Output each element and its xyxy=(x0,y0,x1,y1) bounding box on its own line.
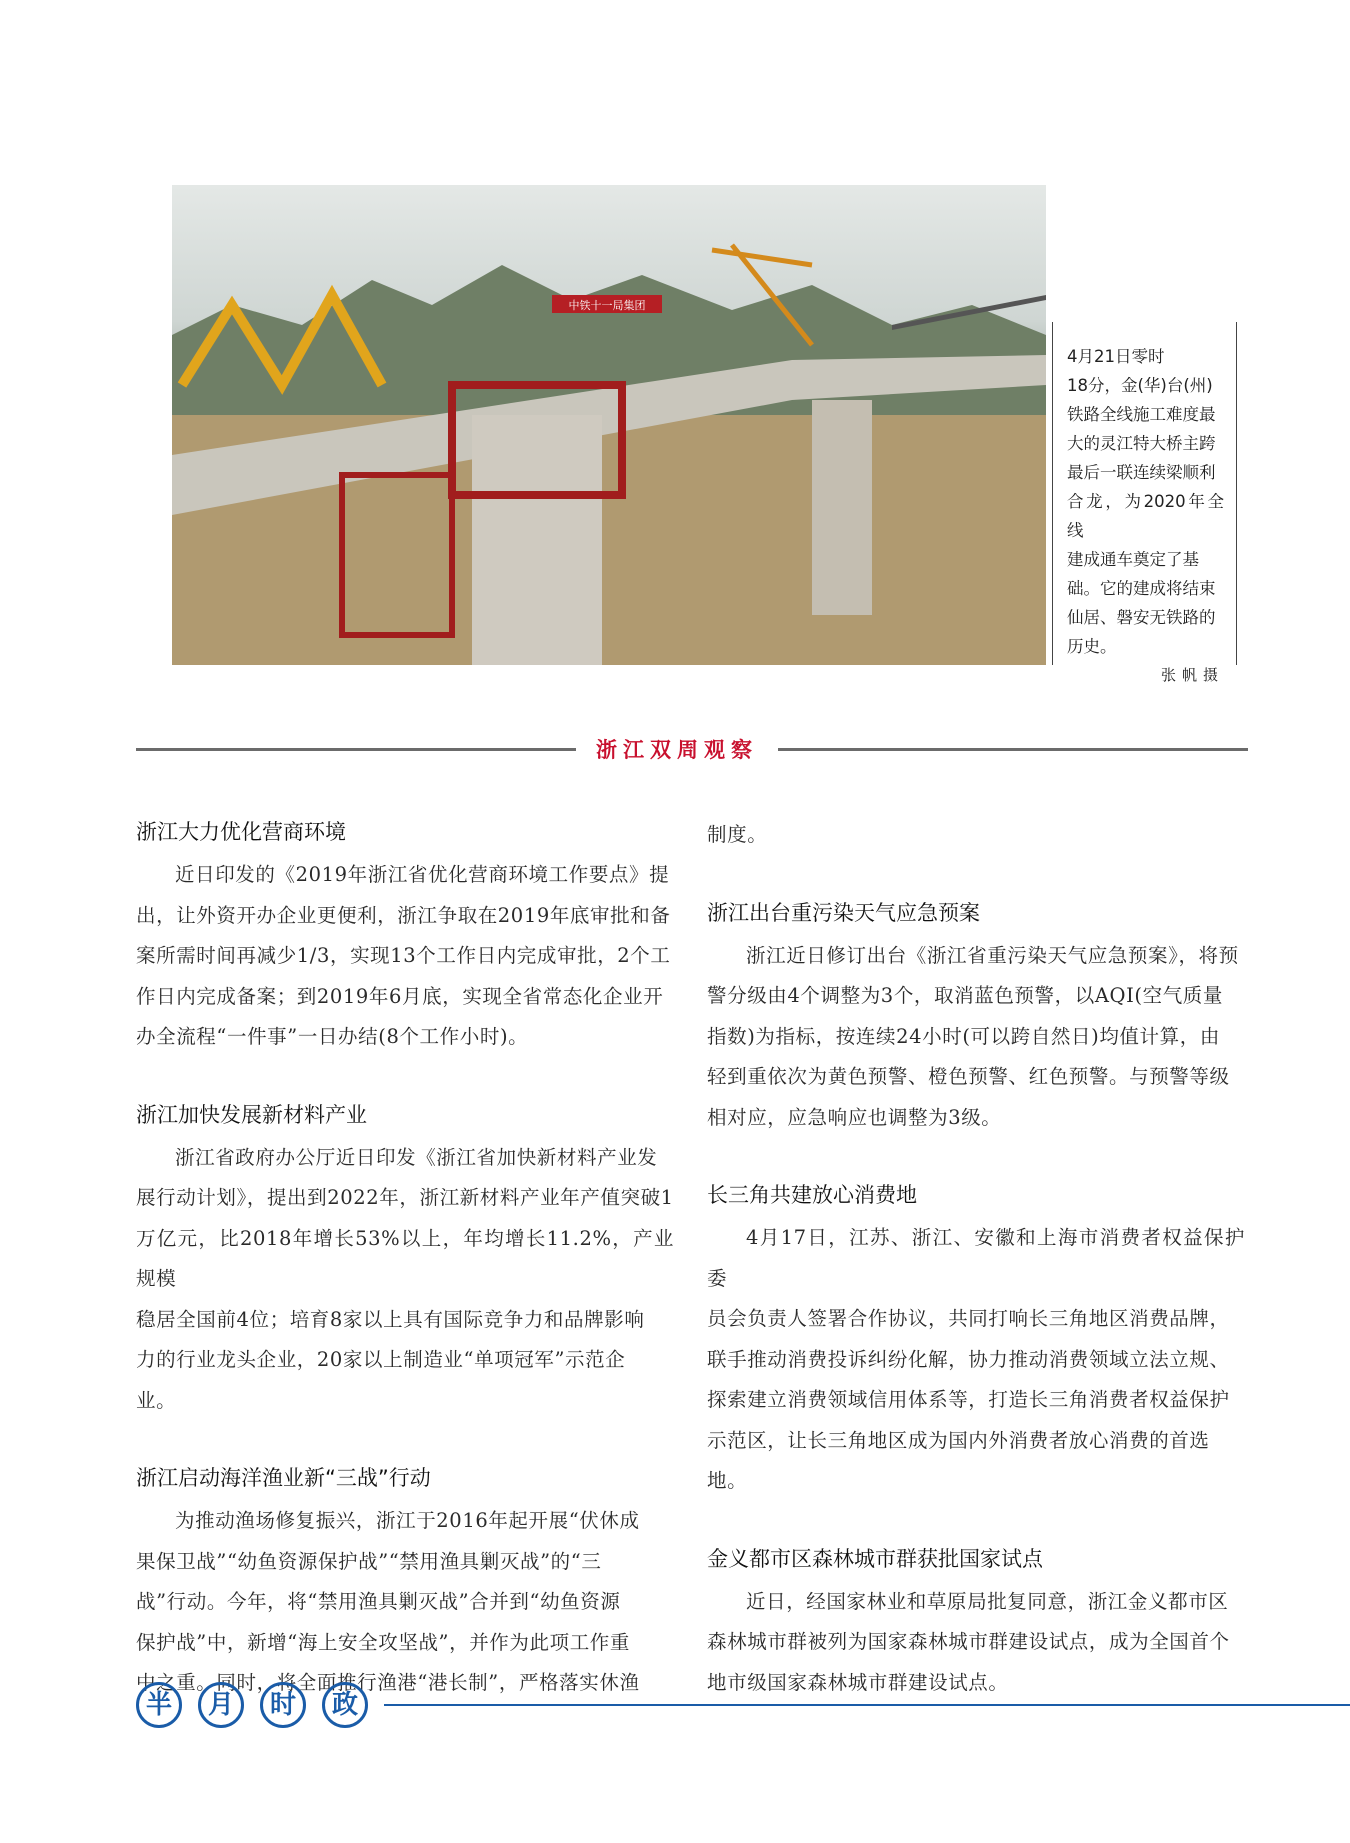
bridge-photo-illustration xyxy=(172,185,1046,665)
article-line: 指数)为指标，按连续24小时(可以跨自然日)均值计算，由 xyxy=(707,1024,1220,1048)
article-line: 员会负责人签署合作协议，共同打响长三角地区消费品牌， xyxy=(707,1307,1230,1330)
article-line: 探索建立消费领域信用体系等，打造长三角消费者权益保护 xyxy=(707,1388,1230,1411)
article-title: 浙江大力优化营商环境 xyxy=(136,820,346,844)
article-line: 地市级国家森林城市群建设试点。 xyxy=(707,1670,1009,1694)
article-gap xyxy=(136,1058,674,1098)
article-line: 地。 xyxy=(707,1469,748,1492)
article-line: 森林城市群被列为国家森林城市群建设试点，成为全国首个 xyxy=(707,1630,1230,1653)
article-line: 办全流程“一件事”一日办结(8个工作小时)。 xyxy=(136,1025,529,1048)
caption-line: 大的灵江特大桥主跨 xyxy=(1067,434,1216,453)
article-line: 业。 xyxy=(136,1388,177,1412)
photo-credit: 张帆摄 xyxy=(1160,666,1224,684)
caption-line: 18分，金(华)台(州) xyxy=(1067,376,1213,395)
article-line: 浙江省政府办公厅近日印发《浙江省加快新材料产业发 xyxy=(175,1145,658,1169)
article-new-materials xyxy=(136,1098,674,1422)
masthead-char: 半 xyxy=(136,1682,182,1728)
article-line: 展行动计划》，提出到2022年，浙江新材料产业年产值突破1 xyxy=(136,1186,674,1209)
article-title: 浙江出台重污染天气应急预案 xyxy=(707,900,980,925)
caption-line: 础。它的建成将结束 xyxy=(1067,579,1216,598)
article-line: 为推动渔场修复振兴，浙江于2016年起开展“伏休成 xyxy=(175,1509,640,1532)
article-marine-fishery xyxy=(136,1461,674,1704)
caption-line: 历史。 xyxy=(1067,637,1117,656)
article-line: 制度。 xyxy=(707,823,768,846)
masthead-char: 政 xyxy=(322,1682,368,1728)
photo-caption xyxy=(1052,322,1237,684)
article-title: 浙江启动海洋渔业新“三战”行动 xyxy=(136,1466,431,1490)
article-line: 相对应，应急响应也调整为3级。 xyxy=(707,1105,1002,1129)
article-gap xyxy=(707,1502,1245,1542)
article-line: 4月17日，江苏、浙江、安徽和上海市消费者权益保护委 xyxy=(707,1226,1245,1290)
article-business-environment xyxy=(136,815,674,1058)
section-rule-right xyxy=(778,748,1248,751)
article-line: 稳居全国前4位；培育8家以上具有国际竞争力和品牌影响 xyxy=(136,1307,645,1331)
article-forest-city-cluster xyxy=(707,1542,1245,1704)
article-line: 近日印发的《2019年浙江省优化营商环境工作要点》提 xyxy=(175,863,670,886)
left-column xyxy=(136,815,674,1704)
article-title: 长三角共建放心消费地 xyxy=(707,1183,917,1207)
article-line: 示范区，让长三角地区成为国内外消费者放心消费的首选 xyxy=(707,1428,1210,1452)
bridge-construction-photo xyxy=(172,185,1046,665)
bridge-pier-far xyxy=(812,400,872,615)
article-line: 轻到重依次为黄色预警、橙色预警、红色预警。与预警等级 xyxy=(707,1065,1230,1088)
article-line: 案所需时间再减少1/3，实现13个工作日内完成审批，2个工 xyxy=(136,944,671,967)
article-title: 金义都市区森林城市群获批国家试点 xyxy=(707,1546,1043,1571)
footer-rule xyxy=(384,1704,1350,1706)
article-line: 近日，经国家林业和草原局批复同意，浙江金义都市区 xyxy=(746,1589,1229,1613)
article-line: 出，让外资开办企业更便利，浙江争取在2019年底审批和备 xyxy=(136,903,671,927)
section-title: 浙江双周观察 xyxy=(596,738,758,762)
article-line: 警分级由4个调整为3个，取消蓝色预警，以AQI(空气质量 xyxy=(707,984,1223,1007)
article-line: 作日内完成备案；到2019年6月底，实现全省常态化企业开 xyxy=(136,984,664,1008)
right-column xyxy=(707,815,1245,1703)
article-line: 万亿元，比2018年增长53%以上，年均增长11.2%，产业规模 xyxy=(136,1226,674,1290)
article-line: 力的行业龙头企业，20家以上制造业“单项冠军”示范企 xyxy=(136,1348,626,1371)
article-line: 保护战”中，新增“海上安全攻坚战”，并作为此项工作重 xyxy=(136,1630,631,1654)
company-banner-text: 中铁十一局集团 xyxy=(568,299,646,312)
article-line: 中之重。同时，将全面推行渔港“港长制”，严格落实休渔 xyxy=(136,1671,640,1694)
article-line: 浙江近日修订出台《浙江省重污染天气应急预案》，将预 xyxy=(746,943,1239,967)
section-header xyxy=(136,740,1248,760)
caption-line: 铁路全线施工难度最 xyxy=(1067,405,1216,424)
article-continuation xyxy=(707,815,1245,856)
article-line: 战”行动。今年，将“禁用渔具剿灭战”合并到“幼鱼资源 xyxy=(136,1590,621,1613)
article-line: 果保卫战”“幼鱼资源保护战”“禁用渔具剿灭战”的“三 xyxy=(136,1549,602,1573)
article-yangtze-delta-consumption xyxy=(707,1178,1245,1502)
article-title: 浙江加快发展新材料产业 xyxy=(136,1102,367,1127)
article-gap xyxy=(707,856,1245,896)
masthead-char: 月 xyxy=(198,1682,244,1728)
magazine-footer xyxy=(136,1682,1350,1742)
article-gap xyxy=(136,1421,674,1461)
article-gap xyxy=(707,1138,1245,1178)
article-line: 联手推动消费投诉纠纷化解，协力推动消费领域立法立规、 xyxy=(707,1347,1230,1371)
bridge-pier-main xyxy=(472,415,602,665)
caption-line: 仙居、磐安无铁路的 xyxy=(1067,608,1216,627)
caption-line: 4月21日零时 xyxy=(1067,347,1165,366)
caption-line: 建成通车奠定了基 xyxy=(1067,550,1199,569)
caption-line: 合龙，为2020年全线 xyxy=(1067,492,1224,540)
section-rule-left xyxy=(136,748,576,751)
caption-line: 最后一联连续梁顺利 xyxy=(1067,463,1216,482)
masthead-char: 时 xyxy=(260,1682,306,1728)
article-pollution-plan xyxy=(707,896,1245,1139)
